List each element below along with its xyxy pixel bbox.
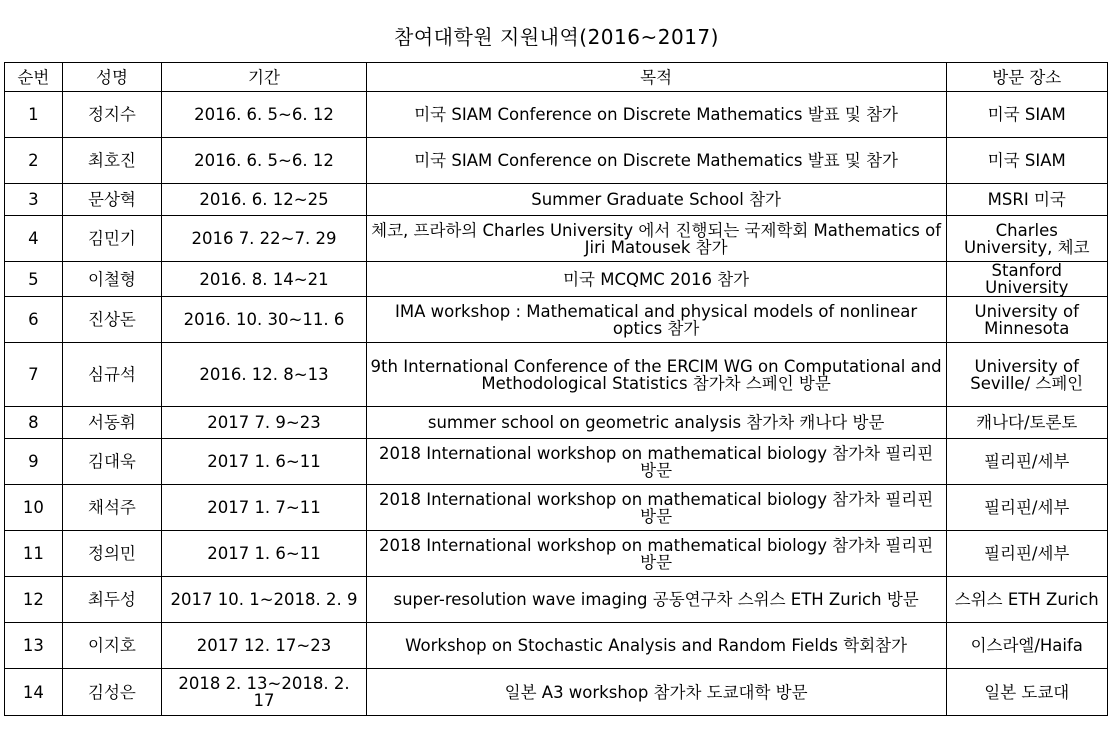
cell-name: 이철형 <box>62 262 162 297</box>
table-row <box>5 531 1108 577</box>
table-row <box>5 343 1108 407</box>
cell-period: 2016 7. 22~7. 29 <box>162 216 366 262</box>
cell-place: 필리핀/세부 <box>946 485 1108 531</box>
table-row <box>5 184 1108 216</box>
cell-place: 스위스 ETH Zurich <box>946 577 1108 623</box>
cell-purpose: 미국 SIAM Conference on Discrete Mathematics 발표 및 참가 <box>366 138 946 184</box>
cell-no: 13 <box>5 623 63 669</box>
cell-period: 2016. 10. 30~11. 6 <box>162 297 366 343</box>
cell-name: 문상혁 <box>62 184 162 216</box>
cell-no: 8 <box>5 407 63 439</box>
header-place: 방문 장소 <box>946 63 1108 92</box>
cell-purpose: 2018 International workshop on mathematical biology 참가차 필리핀 방문 <box>366 439 946 485</box>
cell-no: 5 <box>5 262 63 297</box>
cell-place: University of Seville/ 스페인 <box>946 343 1108 407</box>
table-row <box>5 138 1108 184</box>
cell-no: 4 <box>5 216 63 262</box>
cell-name: 김민기 <box>62 216 162 262</box>
cell-period: 2016. 6. 12~25 <box>162 184 366 216</box>
cell-name: 김성은 <box>62 669 162 716</box>
cell-period: 2017 1. 7~11 <box>162 485 366 531</box>
cell-no: 14 <box>5 669 63 716</box>
cell-period: 2016. 6. 5~6. 12 <box>162 138 366 184</box>
cell-period: 2016. 8. 14~21 <box>162 262 366 297</box>
cell-name: 김대욱 <box>62 439 162 485</box>
cell-name: 채석주 <box>62 485 162 531</box>
cell-place: 미국 SIAM <box>946 138 1108 184</box>
cell-purpose: 9th International Conference of the ERCIM WG on Computational and Methodological Statistics 참가차 스페인 방문 <box>366 343 946 407</box>
cell-name: 진상돈 <box>62 297 162 343</box>
cell-period: 2017 12. 17~23 <box>162 623 366 669</box>
cell-place: Stanford University <box>946 262 1108 297</box>
cell-name: 서동휘 <box>62 407 162 439</box>
cell-name: 심규석 <box>62 343 162 407</box>
cell-period: 2017 10. 1~2018. 2. 9 <box>162 577 366 623</box>
header-purpose: 목적 <box>366 63 946 92</box>
cell-no: 6 <box>5 297 63 343</box>
cell-place: 캐나다/토론토 <box>946 407 1108 439</box>
cell-purpose: Summer Graduate School 참가 <box>366 184 946 216</box>
cell-no: 11 <box>5 531 63 577</box>
header-period: 기간 <box>162 63 366 92</box>
header-no: 순번 <box>5 63 63 92</box>
cell-name: 최호진 <box>62 138 162 184</box>
cell-name: 정지수 <box>62 92 162 138</box>
cell-purpose: summer school on geometric analysis 참가차 캐나다 방문 <box>366 407 946 439</box>
table-row <box>5 623 1108 669</box>
table-row <box>5 92 1108 138</box>
cell-purpose: super-resolution wave imaging 공동연구차 스위스 ETH Zurich 방문 <box>366 577 946 623</box>
cell-no: 2 <box>5 138 63 184</box>
table-row <box>5 669 1108 716</box>
cell-place: 일본 도쿄대 <box>946 669 1108 716</box>
cell-place: University of Minnesota <box>946 297 1108 343</box>
table-header-row <box>5 63 1108 92</box>
cell-period: 2016. 12. 8~13 <box>162 343 366 407</box>
table-row <box>5 216 1108 262</box>
table-row <box>5 407 1108 439</box>
cell-purpose: IMA workshop : Mathematical and physical models of nonlinear optics 참가 <box>366 297 946 343</box>
cell-purpose: 미국 SIAM Conference on Discrete Mathematics 발표 및 참가 <box>366 92 946 138</box>
support-table <box>4 62 1108 716</box>
cell-no: 1 <box>5 92 63 138</box>
document-title: 참여대학원 지원내역(2016~2017) <box>394 25 719 49</box>
cell-name: 최두성 <box>62 577 162 623</box>
cell-purpose: 2018 International workshop on mathematical biology 참가차 필리핀 방문 <box>366 485 946 531</box>
cell-period: 2018 2. 13~2018. 2. 17 <box>162 669 366 716</box>
cell-no: 7 <box>5 343 63 407</box>
cell-period: 2017 7. 9~23 <box>162 407 366 439</box>
table-row <box>5 439 1108 485</box>
cell-purpose: 미국 MCQMC 2016 참가 <box>366 262 946 297</box>
cell-name: 정의민 <box>62 531 162 577</box>
cell-purpose: 체코, 프라하의 Charles University 에서 진행되는 국제학회 Mathematics of Jiri Matousek 참가 <box>366 216 946 262</box>
cell-name: 이지호 <box>62 623 162 669</box>
cell-place: 필리핀/세부 <box>946 531 1108 577</box>
header-name: 성명 <box>62 63 162 92</box>
cell-purpose: 2018 International workshop on mathematical biology 참가차 필리핀 방문 <box>366 531 946 577</box>
cell-period: 2016. 6. 5~6. 12 <box>162 92 366 138</box>
cell-purpose: Workshop on Stochastic Analysis and Random Fields 학회참가 <box>366 623 946 669</box>
cell-place: 필리핀/세부 <box>946 439 1108 485</box>
table-row <box>5 577 1108 623</box>
cell-no: 9 <box>5 439 63 485</box>
cell-period: 2017 1. 6~11 <box>162 531 366 577</box>
cell-place: MSRI 미국 <box>946 184 1108 216</box>
table-row <box>5 262 1108 297</box>
table-row <box>5 297 1108 343</box>
cell-no: 10 <box>5 485 63 531</box>
cell-place: 이스라엘/Haifa <box>946 623 1108 669</box>
cell-place: 미국 SIAM <box>946 92 1108 138</box>
cell-no: 12 <box>5 577 63 623</box>
cell-no: 3 <box>5 184 63 216</box>
cell-period: 2017 1. 6~11 <box>162 439 366 485</box>
cell-purpose: 일본 A3 workshop 참가차 도쿄대학 방문 <box>366 669 946 716</box>
cell-place: Charles University, 체코 <box>946 216 1108 262</box>
table-row <box>5 485 1108 531</box>
